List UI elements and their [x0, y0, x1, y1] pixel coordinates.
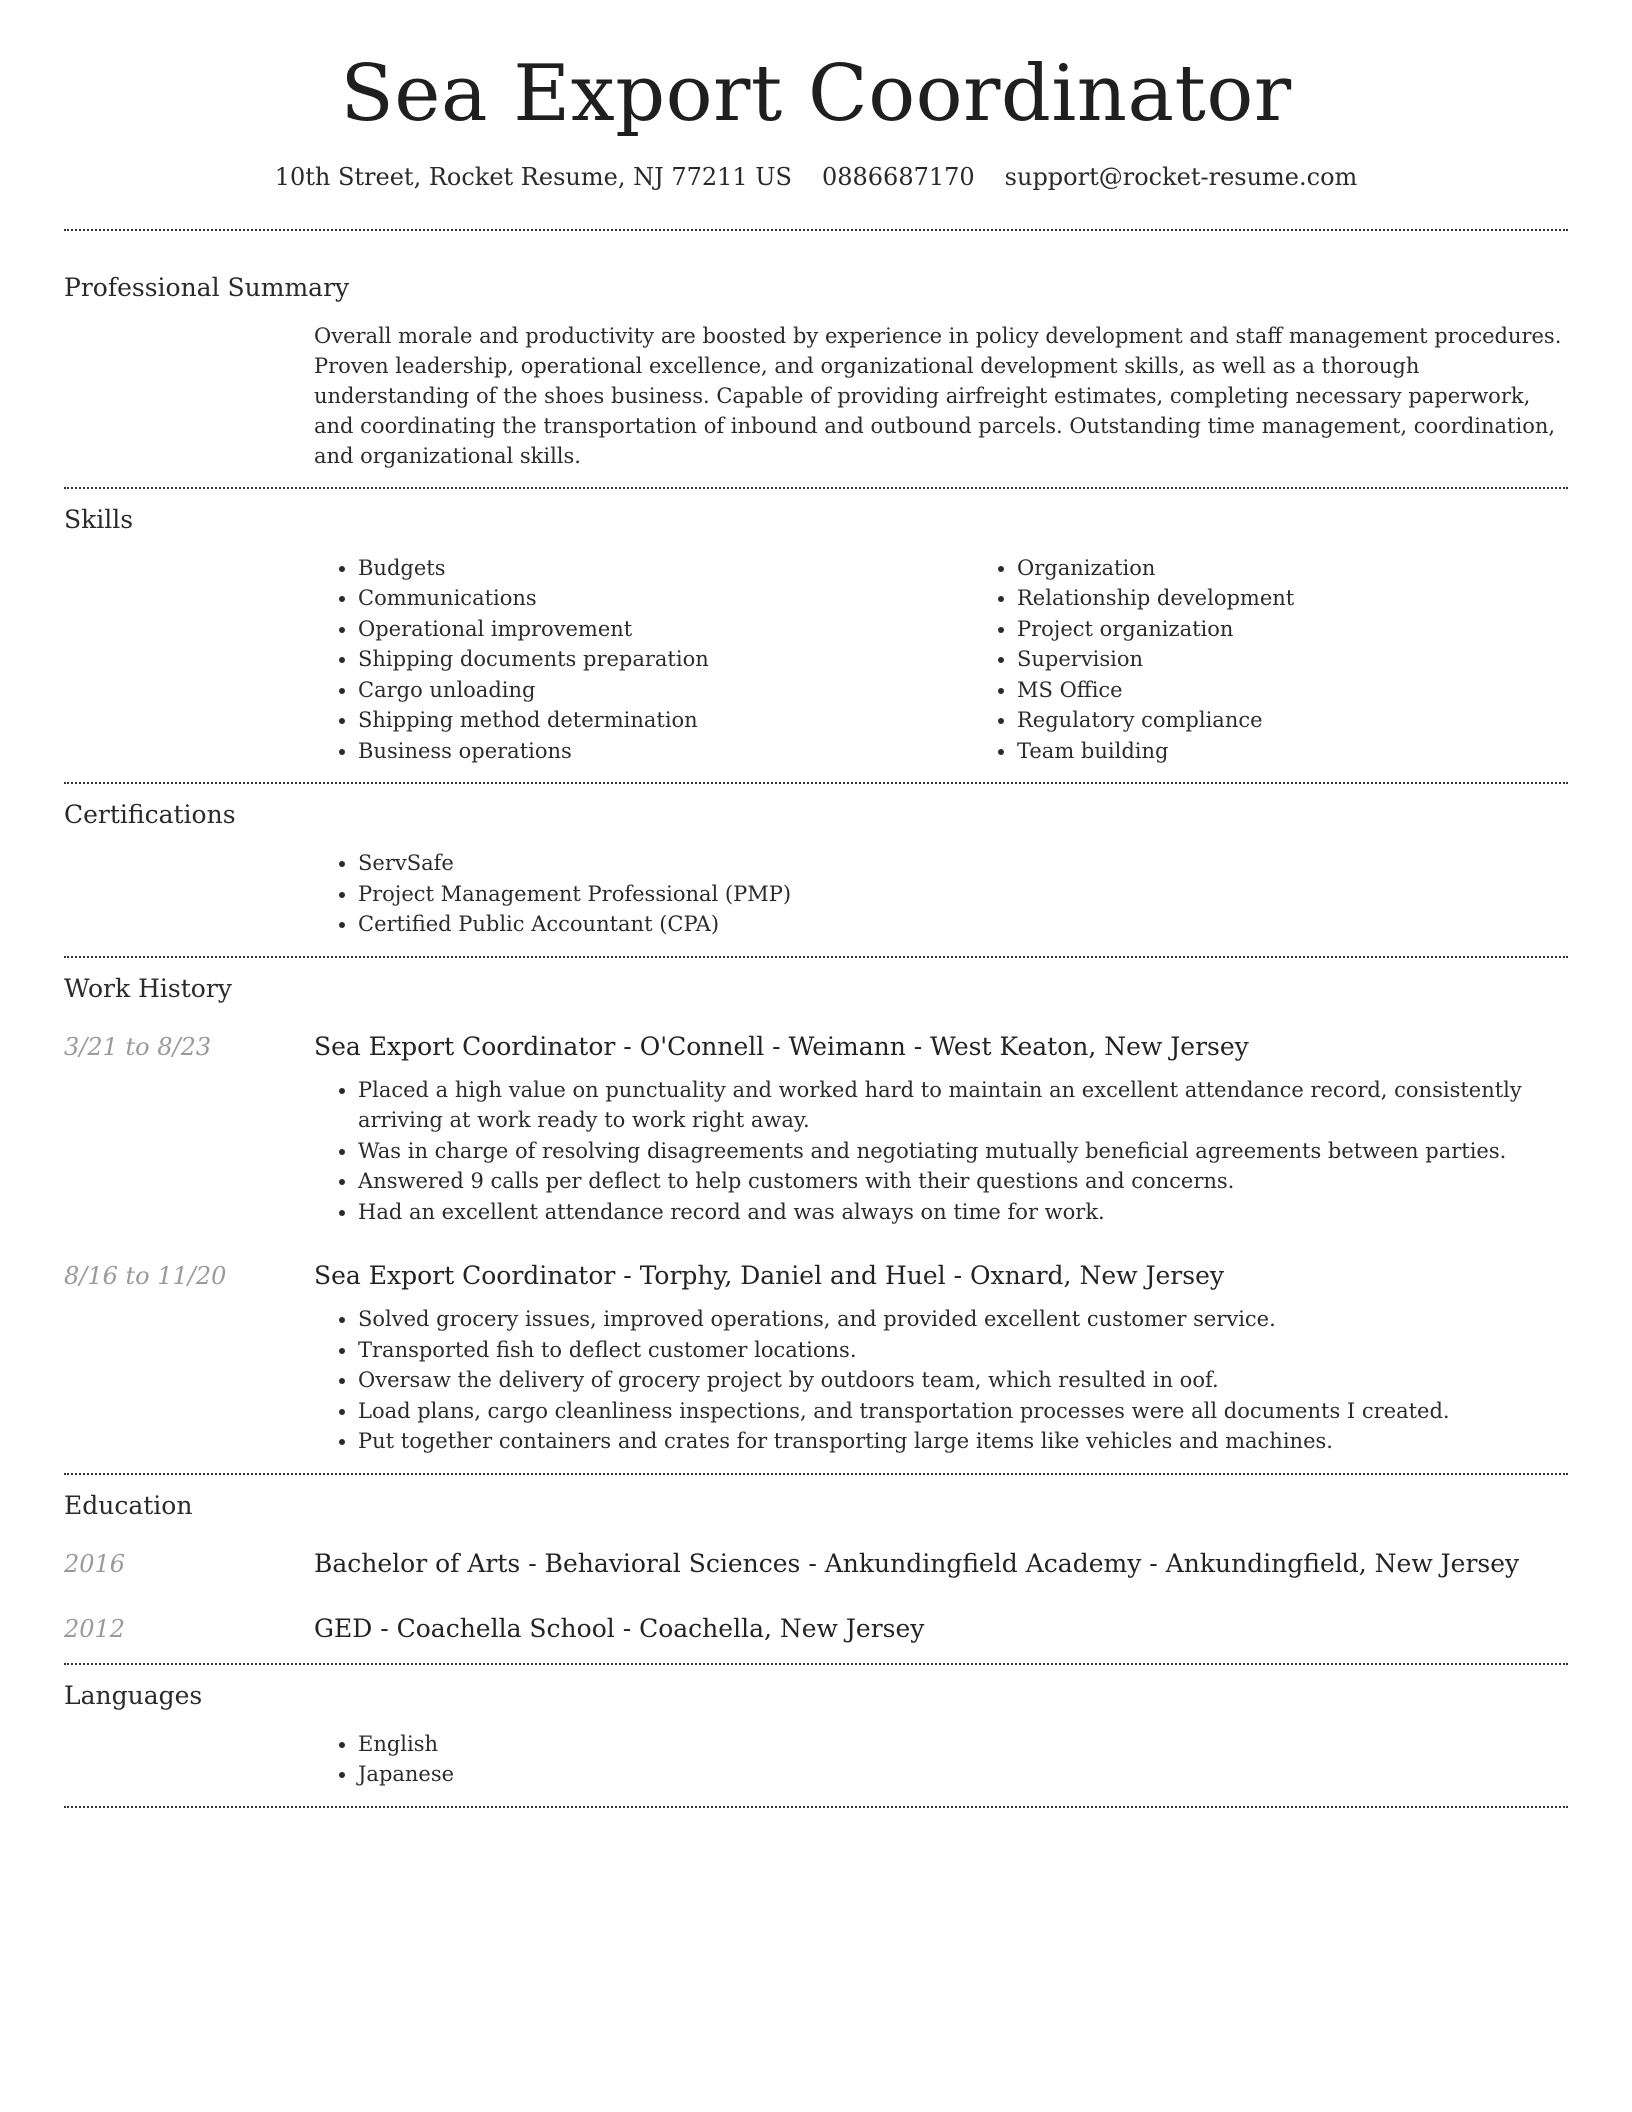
section-title-certifications: Certifications	[64, 800, 236, 830]
contact-line	[64, 162, 1568, 193]
summary-section	[64, 231, 1568, 487]
certification-item: • Project Management Professional (PMP)	[358, 879, 1568, 910]
job-dates: 8/16 to 11/20	[64, 1262, 227, 1291]
education-entry	[64, 1614, 1568, 1663]
job-title: Sea Export Coordinator - O'Connell - Weimann - West Keaton, New Jersey	[314, 1031, 1249, 1061]
language-item: • Japanese	[358, 1759, 1568, 1790]
education-year: 2016	[64, 1549, 126, 1578]
skill-item: • Operational improvement	[358, 614, 973, 645]
job-bullet: • Put together containers and crates for transporting large items like vehicles and machines.	[358, 1426, 1568, 1457]
resume-header	[64, 0, 1568, 193]
job-bullet: • Transported fish to deflect customer locations.	[358, 1335, 1568, 1366]
work-history-section	[64, 958, 1568, 1473]
skill-item: • Cargo unloading	[358, 675, 973, 706]
section-title-summary: Professional Summary	[64, 272, 350, 302]
certifications-list	[314, 848, 1568, 940]
contact-email: support@rocket-resume.com	[1004, 162, 1358, 191]
education-entry	[64, 1549, 1568, 1578]
section-title-work-history: Work History	[64, 973, 232, 1003]
job-bullet: • Answered 9 calls per deflect to help customers with their questions and concerns.	[358, 1166, 1568, 1197]
section-title-languages: Languages	[64, 1680, 203, 1710]
section-title-education: Education	[64, 1490, 193, 1520]
skill-item: • Shipping method determination	[358, 705, 973, 736]
contact-address: 10th Street, Rocket Resume, NJ 77211 US	[274, 162, 792, 191]
education-text: GED - Coachella School - Coachella, New Jersey	[314, 1613, 925, 1643]
job-dates: 3/21 to 8/23	[64, 1032, 212, 1061]
skills-list-right	[973, 553, 1632, 767]
education-year: 2012	[64, 1614, 126, 1643]
job-bullet: • Was in charge of resolving disagreements and negotiating mutually beneficial agreements between parties.	[358, 1136, 1568, 1167]
skill-item: • Project organization	[1017, 614, 1632, 645]
education-text: Bachelor of Arts - Behavioral Sciences - Ankundingfield Academy - Ankundingfield, New Jersey	[314, 1548, 1520, 1578]
skill-item: • Supervision	[1017, 644, 1632, 675]
skills-section	[64, 489, 1568, 783]
candidate-name: Sea Export Coordinator	[340, 49, 1292, 139]
education-section	[64, 1475, 1568, 1663]
job-entry	[64, 1032, 1568, 1228]
job-bullet: • Had an excellent attendance record and was always on time for work.	[358, 1197, 1568, 1228]
job-bullets	[314, 1304, 1568, 1457]
summary-text: Overall morale and productivity are boosted by experience in policy development and staff management procedures. Proven leadership, operational excellence, and organizational development skills, as well as a thorough understanding of the shoes business. Capable of providing airfreight estimates, completing necessary paperwork, and coordinating the transportation of inbound and outbound parcels. Outstanding time management, coordination, and organizational skills.	[314, 323, 1562, 468]
certification-item: • Certified Public Accountant (CPA)	[358, 909, 1568, 940]
languages-list	[314, 1729, 1568, 1790]
skill-item: • Communications	[358, 583, 973, 614]
job-bullet: • Solved grocery issues, improved operations, and provided excellent customer service.	[358, 1304, 1568, 1335]
skill-item: • MS Office	[1017, 675, 1632, 706]
skills-list-left	[314, 553, 973, 767]
contact-phone: 0886687170	[821, 162, 975, 191]
skill-item: • Shipping documents preparation	[358, 644, 973, 675]
skill-item: • Budgets	[358, 553, 973, 584]
certification-item: • ServSafe	[358, 848, 1568, 879]
job-title: Sea Export Coordinator - Torphy, Daniel and Huel - Oxnard, New Jersey	[314, 1261, 1224, 1291]
certifications-section	[64, 784, 1568, 956]
job-bullet: • Placed a high value on punctuality and worked hard to maintain an excellent attendance record, consistently arriving at work ready to work right away.	[358, 1075, 1568, 1136]
job-entry	[64, 1261, 1568, 1473]
section-divider	[64, 1806, 1568, 1808]
skill-item: • Organization	[1017, 553, 1632, 584]
skill-item: • Relationship development	[1017, 583, 1632, 614]
job-bullet: • Load plans, cargo cleanliness inspections, and transportation processes were all documents I created.	[358, 1396, 1568, 1427]
skill-item: • Business operations	[358, 736, 973, 767]
skill-item: • Team building	[1017, 736, 1632, 767]
skill-item: • Regulatory compliance	[1017, 705, 1632, 736]
languages-section	[64, 1665, 1568, 1806]
section-title-skills: Skills	[64, 504, 134, 534]
job-bullet: • Oversaw the delivery of grocery project by outdoors team, which resulted in oof.	[358, 1365, 1568, 1396]
language-item: • English	[358, 1729, 1568, 1760]
job-bullets	[314, 1075, 1568, 1228]
